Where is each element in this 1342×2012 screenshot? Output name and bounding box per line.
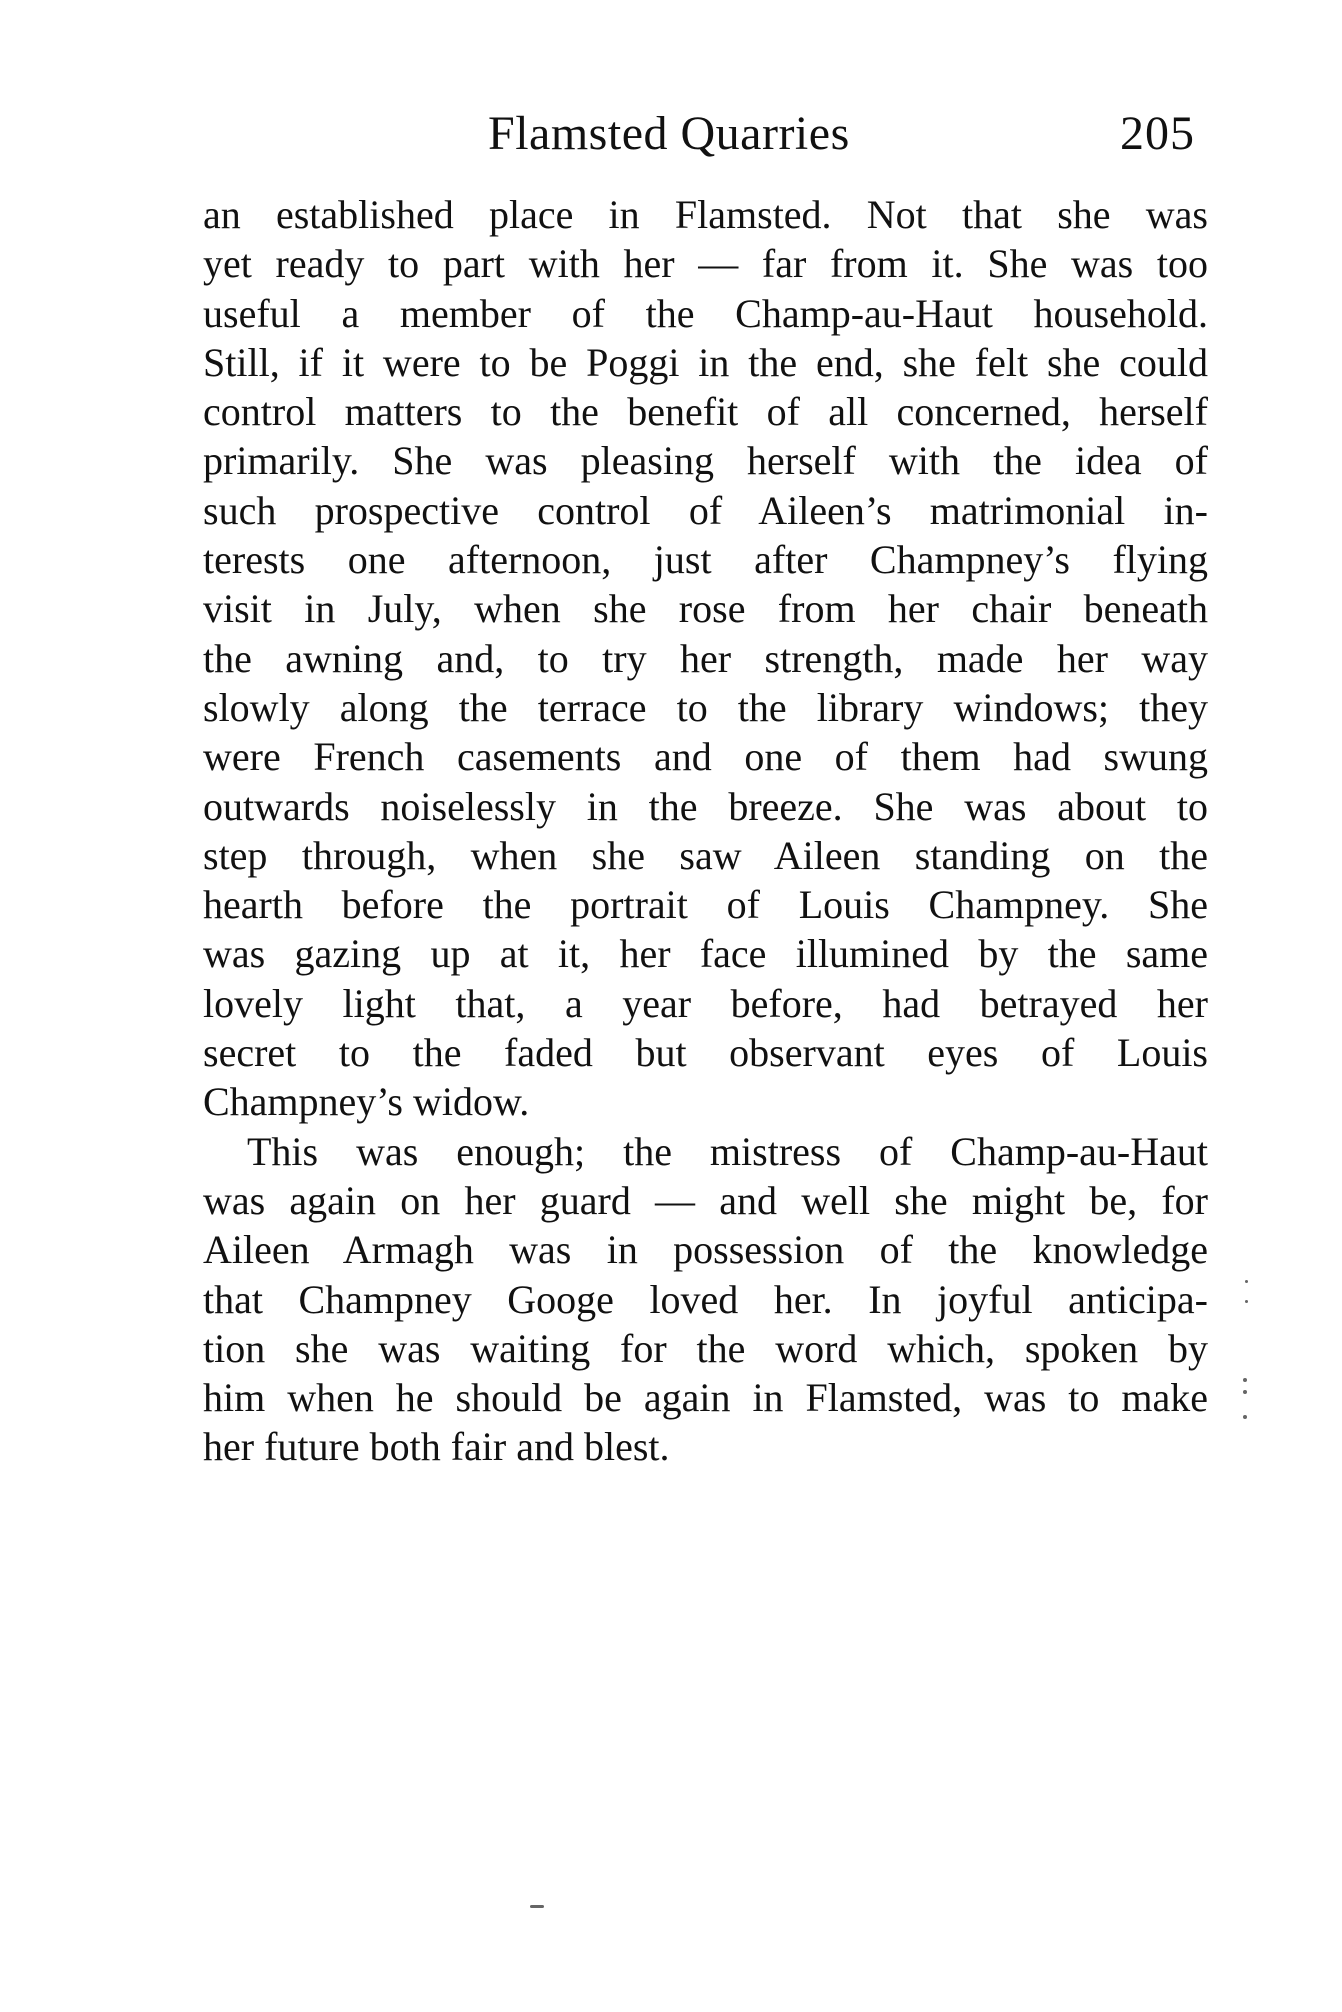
text-line: primarily. She was pleasing herself with the idea of — [203, 438, 1208, 484]
running-title: Flamsted Quarries — [488, 107, 850, 160]
text-line: an established place in Flamsted. Not that she was — [203, 192, 1208, 237]
text-line: step through, when she saw Aileen standing on the — [203, 832, 1208, 878]
scan-speck — [530, 1905, 544, 1908]
text-line: Champney’s widow. — [203, 1079, 530, 1125]
text-line: hearth before the portrait of Louis Champney. She — [203, 882, 1208, 928]
text-line: This was enough; the mistress of Champ-au-Haut — [247, 1128, 1208, 1174]
paragraph-1 — [203, 190, 1208, 1127]
scan-speck — [1245, 1280, 1248, 1283]
text-line: control matters to the benefit of all concerned, herself — [203, 389, 1208, 435]
text-line: such prospective control of Aileen’s matrimonial in- — [203, 487, 1208, 533]
text-line: her future both fair and blest. — [203, 1424, 670, 1470]
text-line: tion she was waiting for the word which, spoken by — [203, 1325, 1208, 1371]
page-number: 205 — [1120, 107, 1195, 160]
text-line: were French casements and one of them had swung — [203, 734, 1208, 780]
text-line: useful a member of the Champ-au-Haut household. — [203, 290, 1208, 336]
text-line: was gazing up at it, her face illumined by the same — [203, 931, 1208, 977]
text-line: him when he should be again in Flamsted, was to make — [203, 1375, 1208, 1421]
scan-speck — [1243, 1378, 1247, 1382]
text-line: secret to the faded but observant eyes of Louis — [203, 1030, 1208, 1076]
body-text — [203, 190, 1208, 1472]
text-line: lovely light that, a year before, had betrayed her — [203, 980, 1208, 1026]
text-line: Still, if it were to be Poggi in the end, she felt she could — [203, 339, 1208, 385]
text-line: Aileen Armagh was in possession of the knowledge — [203, 1227, 1208, 1273]
text-line: visit in July, when she rose from her chair beneath — [203, 586, 1208, 632]
text-line: was again on her guard — and well she might be, for — [203, 1177, 1208, 1223]
text-line: slowly along the terrace to the library windows; they — [203, 684, 1208, 730]
text-line: terests one afternoon, just after Champney’s flying — [203, 537, 1208, 583]
scan-speck — [1243, 1415, 1247, 1419]
text-line: yet ready to part with her — far from it. She was too — [203, 241, 1208, 287]
scan-speck — [1245, 1300, 1248, 1303]
paragraph-2 — [203, 1127, 1208, 1472]
text-line: outwards noiselessly in the breeze. She was about to — [203, 783, 1208, 829]
text-line: the awning and, to try her strength, made her way — [203, 635, 1208, 681]
text-line: that Champney Googe loved her. In joyful anticipa- — [203, 1276, 1208, 1322]
scan-speck — [1243, 1390, 1247, 1394]
